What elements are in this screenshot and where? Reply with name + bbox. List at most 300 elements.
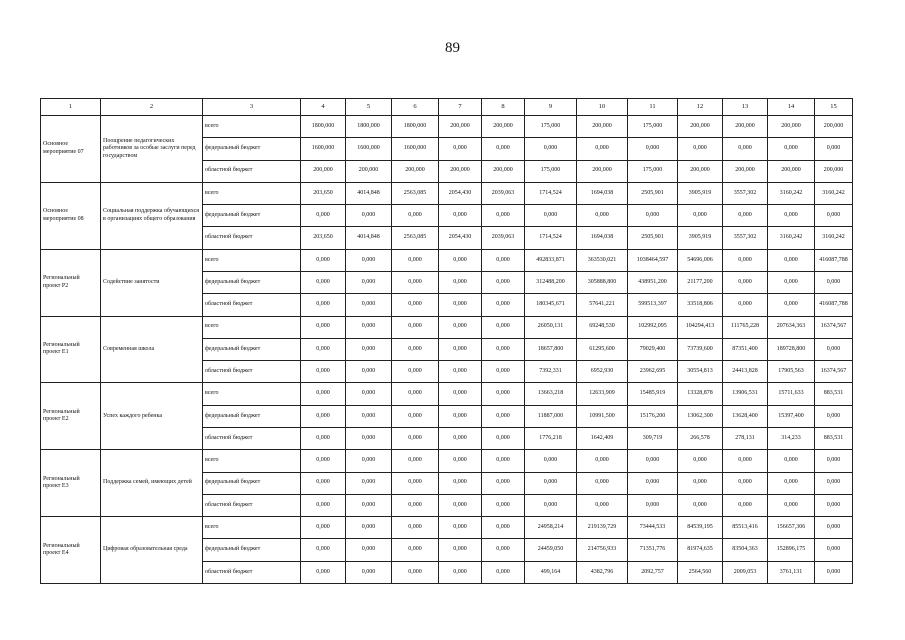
value-cell: 0,000 [628,138,678,160]
value-cell: 1694,038 [577,182,628,204]
value-cell: 0,000 [482,316,525,338]
value-cell: 13628,400 [723,405,768,427]
value-cell: 83504,363 [723,539,768,561]
value-cell: 0,000 [392,205,439,227]
value-cell: 0,000 [482,338,525,360]
value-cell: 180345,671 [525,294,577,316]
page-number: 89 [445,40,460,56]
value-cell: 0,000 [482,472,525,494]
column-header-4: 4 [301,99,346,116]
value-cell: 0,000 [392,361,439,383]
value-cell: 0,000 [439,517,482,539]
measure-title-cell: Современная школа [101,316,203,383]
column-header-15: 15 [815,99,853,116]
value-cell: 0,000 [346,494,392,516]
value-cell: 363530,021 [577,249,628,271]
funding-source-cell: областной бюджет [203,361,301,383]
column-header-14: 14 [768,99,815,116]
value-cell: 111765,228 [723,316,768,338]
value-cell: 0,000 [392,383,439,405]
value-cell: 0,000 [723,271,768,293]
value-cell: 1600,000 [346,138,392,160]
value-cell: 0,000 [628,205,678,227]
value-cell: 0,000 [439,561,482,583]
value-cell: 314,233 [768,427,815,449]
value-cell: 200,000 [723,116,768,138]
value-cell: 4382,796 [577,561,628,583]
value-cell: 3557,302 [723,227,768,249]
measure-name-cell: Региональный проект Е3 [41,450,101,517]
value-cell: 15485,919 [628,383,678,405]
value-cell: 0,000 [768,494,815,516]
value-cell: 200,000 [577,116,628,138]
value-cell: 200,000 [815,116,853,138]
funding-source-cell: федеральный бюджет [203,472,301,494]
value-cell: 2505,901 [628,227,678,249]
value-cell: 0,000 [482,271,525,293]
value-cell: 0,000 [392,539,439,561]
value-cell: 84539,195 [678,517,723,539]
value-cell: 0,000 [723,294,768,316]
column-header-6: 6 [392,99,439,116]
value-cell: 0,000 [577,472,628,494]
funding-source-cell: всего [203,316,301,338]
value-cell: 0,000 [577,205,628,227]
measure-name-cell: Основное мероприятие 07 [41,116,101,183]
value-cell: 0,000 [301,561,346,583]
value-cell: 200,000 [482,116,525,138]
value-cell: 0,000 [723,249,768,271]
value-cell: 0,000 [815,138,853,160]
measure-name-cell: Основное мероприятие 08 [41,182,101,249]
value-cell: 1642,409 [577,427,628,449]
measure-title-cell: Успех каждого ребенка [101,383,203,450]
value-cell: 0,000 [392,561,439,583]
value-cell: 0,000 [815,338,853,360]
value-cell: 200,000 [723,160,768,182]
value-cell: 85513,416 [723,517,768,539]
value-cell: 17905,563 [768,361,815,383]
value-cell: 0,000 [577,494,628,516]
measure-title-cell: Поддержка семей, имеющих детей [101,450,203,517]
funding-source-cell: федеральный бюджет [203,405,301,427]
value-cell: 0,000 [439,249,482,271]
value-cell: 0,000 [482,517,525,539]
value-cell: 214756,933 [577,539,628,561]
funding-source-cell: федеральный бюджет [203,205,301,227]
column-header-10: 10 [577,99,628,116]
value-cell: 0,000 [482,294,525,316]
value-cell: 81974,635 [678,539,723,561]
funding-source-cell: федеральный бюджет [203,138,301,160]
value-cell: 1714,524 [525,227,577,249]
value-cell: 0,000 [815,561,853,583]
value-cell: 200,000 [392,160,439,182]
value-cell: 175,000 [628,116,678,138]
value-cell: 0,000 [439,138,482,160]
value-cell: 2505,901 [628,182,678,204]
value-cell: 203,650 [301,182,346,204]
measure-title-cell: Поощрение педагогических работников за особые заслуги перед государством [101,116,203,183]
value-cell: 219139,729 [577,517,628,539]
value-cell: 152896,175 [768,539,815,561]
value-cell: 1714,524 [525,182,577,204]
value-cell: 0,000 [392,271,439,293]
value-cell: 0,000 [439,405,482,427]
value-cell: 0,000 [346,472,392,494]
value-cell: 438951,200 [628,271,678,293]
table-row [41,517,853,539]
value-cell: 0,000 [301,316,346,338]
value-cell: 0,000 [482,205,525,227]
funding-source-cell: всего [203,450,301,472]
value-cell: 104294,413 [678,316,723,338]
value-cell: 175,000 [525,116,577,138]
funding-source-cell: всего [203,249,301,271]
value-cell: 3160,242 [768,182,815,204]
value-cell: 0,000 [439,494,482,516]
value-cell: 30554,813 [678,361,723,383]
value-cell: 0,000 [346,383,392,405]
value-cell: 203,650 [301,227,346,249]
value-cell: 309,719 [628,427,678,449]
value-cell: 61295,600 [577,338,628,360]
value-cell: 0,000 [482,450,525,472]
value-cell: 0,000 [768,271,815,293]
value-cell: 1800,000 [301,116,346,138]
value-cell: 0,000 [482,249,525,271]
table-row [41,249,853,271]
value-cell: 3761,131 [768,561,815,583]
value-cell: 0,000 [301,405,346,427]
value-cell: 0,000 [392,517,439,539]
value-cell: 13328,878 [678,383,723,405]
value-cell: 266,578 [678,427,723,449]
value-cell: 200,000 [346,160,392,182]
funding-source-cell: всего [203,182,301,204]
value-cell: 79029,400 [628,338,678,360]
value-cell: 416087,788 [815,294,853,316]
value-cell: 0,000 [525,205,577,227]
value-cell: 1600,000 [392,138,439,160]
column-header-13: 13 [723,99,768,116]
value-cell: 54696,006 [678,249,723,271]
value-cell: 200,000 [815,160,853,182]
value-cell: 15176,200 [628,405,678,427]
value-cell: 0,000 [815,494,853,516]
value-cell: 0,000 [768,205,815,227]
column-header-5: 5 [346,99,392,116]
funding-source-cell: всего [203,383,301,405]
value-cell: 0,000 [346,249,392,271]
value-cell: 0,000 [392,427,439,449]
column-header-1: 1 [41,99,101,116]
value-cell: 0,000 [346,205,392,227]
value-cell: 2564,560 [678,561,723,583]
value-cell: 2009,053 [723,561,768,583]
value-cell: 200,000 [678,116,723,138]
value-cell: 24459,050 [525,539,577,561]
value-cell: 15711,633 [768,383,815,405]
column-header-8: 8 [482,99,525,116]
value-cell: 200,000 [577,160,628,182]
value-cell: 499,164 [525,561,577,583]
table-header-row [41,99,853,116]
value-cell: 0,000 [392,472,439,494]
measure-name-cell: Региональный проект Р2 [41,249,101,316]
value-cell: 0,000 [301,271,346,293]
value-cell: 71351,776 [628,539,678,561]
value-cell: 0,000 [439,361,482,383]
value-cell: 0,000 [346,450,392,472]
value-cell: 2039,063 [482,227,525,249]
value-cell: 0,000 [301,249,346,271]
value-cell: 2563,085 [392,182,439,204]
value-cell: 21177,200 [678,271,723,293]
value-cell: 0,000 [439,316,482,338]
column-header-9: 9 [525,99,577,116]
value-cell: 0,000 [392,450,439,472]
value-cell: 200,000 [439,116,482,138]
value-cell: 10991,500 [577,405,628,427]
value-cell: 1800,000 [392,116,439,138]
value-cell: 0,000 [392,249,439,271]
value-cell: 305888,800 [577,271,628,293]
value-cell: 0,000 [301,205,346,227]
value-cell: 15397,400 [768,405,815,427]
value-cell: 0,000 [723,138,768,160]
value-cell: 0,000 [346,517,392,539]
measure-title-cell: Социальная поддержка обучающихся в организациях общего образования [101,182,203,249]
value-cell: 0,000 [346,539,392,561]
value-cell: 2092,757 [628,561,678,583]
value-cell: 0,000 [346,561,392,583]
value-cell: 73739,600 [678,338,723,360]
value-cell: 0,000 [525,138,577,160]
value-cell: 0,000 [482,383,525,405]
value-cell: 0,000 [392,294,439,316]
value-cell: 0,000 [482,561,525,583]
value-cell: 2039,063 [482,182,525,204]
value-cell: 3905,919 [678,227,723,249]
value-cell: 0,000 [346,294,392,316]
column-header-3: 3 [203,99,301,116]
funding-source-cell: всего [203,517,301,539]
value-cell: 3160,242 [768,227,815,249]
value-cell: 16374,567 [815,361,853,383]
value-cell: 18657,800 [525,338,577,360]
value-cell: 2054,430 [439,227,482,249]
value-cell: 599513,397 [628,294,678,316]
value-cell: 175,000 [525,160,577,182]
value-cell: 0,000 [301,450,346,472]
value-cell: 0,000 [482,539,525,561]
measure-name-cell: Региональный проект Е1 [41,316,101,383]
value-cell: 0,000 [768,294,815,316]
value-cell: 0,000 [301,383,346,405]
value-cell: 207634,363 [768,316,815,338]
value-cell: 200,000 [678,160,723,182]
funding-table [40,98,853,584]
value-cell: 0,000 [678,494,723,516]
value-cell: 0,000 [482,494,525,516]
value-cell: 0,000 [439,450,482,472]
value-cell: 2054,430 [439,182,482,204]
value-cell: 13062,300 [678,405,723,427]
value-cell: 0,000 [301,494,346,516]
value-cell: 0,000 [577,138,628,160]
value-cell: 0,000 [482,138,525,160]
value-cell: 0,000 [525,472,577,494]
value-cell: 200,000 [768,160,815,182]
value-cell: 0,000 [301,338,346,360]
funding-source-cell: областной бюджет [203,160,301,182]
value-cell: 492833,871 [525,249,577,271]
value-cell: 0,000 [439,472,482,494]
value-cell: 883,531 [815,383,853,405]
value-cell: 16374,567 [815,316,853,338]
value-cell: 3160,242 [815,182,853,204]
value-cell: 0,000 [678,472,723,494]
value-cell: 883,531 [815,427,853,449]
value-cell: 0,000 [815,472,853,494]
value-cell: 0,000 [392,405,439,427]
value-cell: 0,000 [768,249,815,271]
value-cell: 416087,788 [815,249,853,271]
value-cell: 200,000 [301,160,346,182]
value-cell: 24958,214 [525,517,577,539]
value-cell: 0,000 [525,494,577,516]
value-cell: 200,000 [439,160,482,182]
funding-source-cell: всего [203,116,301,138]
value-cell: 0,000 [346,271,392,293]
measure-title-cell: Содействие занятости [101,249,203,316]
value-cell: 0,000 [346,338,392,360]
value-cell: 189728,800 [768,338,815,360]
value-cell: 11887,000 [525,405,577,427]
value-cell: 0,000 [525,450,577,472]
value-cell: 1600,000 [301,138,346,160]
funding-source-cell: областной бюджет [203,427,301,449]
value-cell: 0,000 [678,138,723,160]
value-cell: 6952,930 [577,361,628,383]
value-cell: 0,000 [628,450,678,472]
value-cell: 0,000 [482,427,525,449]
value-cell: 0,000 [482,361,525,383]
value-cell: 1776,218 [525,427,577,449]
value-cell: 0,000 [301,294,346,316]
funding-source-cell: федеральный бюджет [203,539,301,561]
value-cell: 0,000 [815,517,853,539]
measure-name-cell: Региональный проект Е2 [41,383,101,450]
value-cell: 0,000 [346,361,392,383]
value-cell: 0,000 [392,316,439,338]
value-cell: 1694,038 [577,227,628,249]
column-header-12: 12 [678,99,723,116]
value-cell: 0,000 [346,316,392,338]
value-cell: 24413,828 [723,361,768,383]
value-cell: 0,000 [439,427,482,449]
funding-source-cell: федеральный бюджет [203,271,301,293]
table-row [41,116,853,138]
value-cell: 0,000 [392,494,439,516]
value-cell: 3905,919 [678,182,723,204]
value-cell: 69248,530 [577,316,628,338]
value-cell: 200,000 [482,160,525,182]
value-cell: 0,000 [723,450,768,472]
funding-source-cell: областной бюджет [203,494,301,516]
value-cell: 0,000 [346,405,392,427]
funding-source-cell: областной бюджет [203,294,301,316]
value-cell: 3557,302 [723,182,768,204]
value-cell: 0,000 [723,494,768,516]
value-cell: 0,000 [439,294,482,316]
value-cell: 278,131 [723,427,768,449]
value-cell: 12633,909 [577,383,628,405]
value-cell: 0,000 [768,450,815,472]
value-cell: 0,000 [678,450,723,472]
value-cell: 0,000 [439,271,482,293]
value-cell: 0,000 [346,427,392,449]
value-cell: 13663,218 [525,383,577,405]
value-cell: 156657,306 [768,517,815,539]
value-cell: 0,000 [439,205,482,227]
value-cell: 4014,848 [346,227,392,249]
value-cell: 0,000 [392,338,439,360]
value-cell: 0,000 [723,472,768,494]
measure-title-cell: Цифровая образовательная среда [101,517,203,584]
value-cell: 0,000 [439,338,482,360]
value-cell: 2563,085 [392,227,439,249]
value-cell: 0,000 [628,494,678,516]
column-header-2: 2 [101,99,203,116]
table-row [41,316,853,338]
value-cell: 0,000 [768,138,815,160]
value-cell: 7392,331 [525,361,577,383]
value-cell: 0,000 [301,427,346,449]
value-cell: 0,000 [301,361,346,383]
value-cell: 102992,095 [628,316,678,338]
value-cell: 33518,806 [678,294,723,316]
table-row [41,450,853,472]
value-cell: 0,000 [723,205,768,227]
value-cell: 0,000 [439,383,482,405]
measure-name-cell: Региональный проект Е4 [41,517,101,584]
value-cell: 200,000 [768,116,815,138]
value-cell: 23962,695 [628,361,678,383]
funding-source-cell: областной бюджет [203,561,301,583]
value-cell: 0,000 [301,517,346,539]
value-cell: 0,000 [301,539,346,561]
value-cell: 0,000 [678,205,723,227]
value-cell: 175,000 [628,160,678,182]
value-cell: 4014,848 [346,182,392,204]
value-cell: 13906,531 [723,383,768,405]
table-row [41,182,853,204]
table-row [41,383,853,405]
value-cell: 0,000 [815,271,853,293]
value-cell: 312488,200 [525,271,577,293]
value-cell: 0,000 [815,205,853,227]
column-header-7: 7 [439,99,482,116]
value-cell: 0,000 [482,405,525,427]
funding-source-cell: федеральный бюджет [203,338,301,360]
value-cell: 0,000 [815,539,853,561]
value-cell: 0,000 [768,472,815,494]
value-cell: 0,000 [815,405,853,427]
value-cell: 0,000 [301,472,346,494]
value-cell: 0,000 [439,539,482,561]
